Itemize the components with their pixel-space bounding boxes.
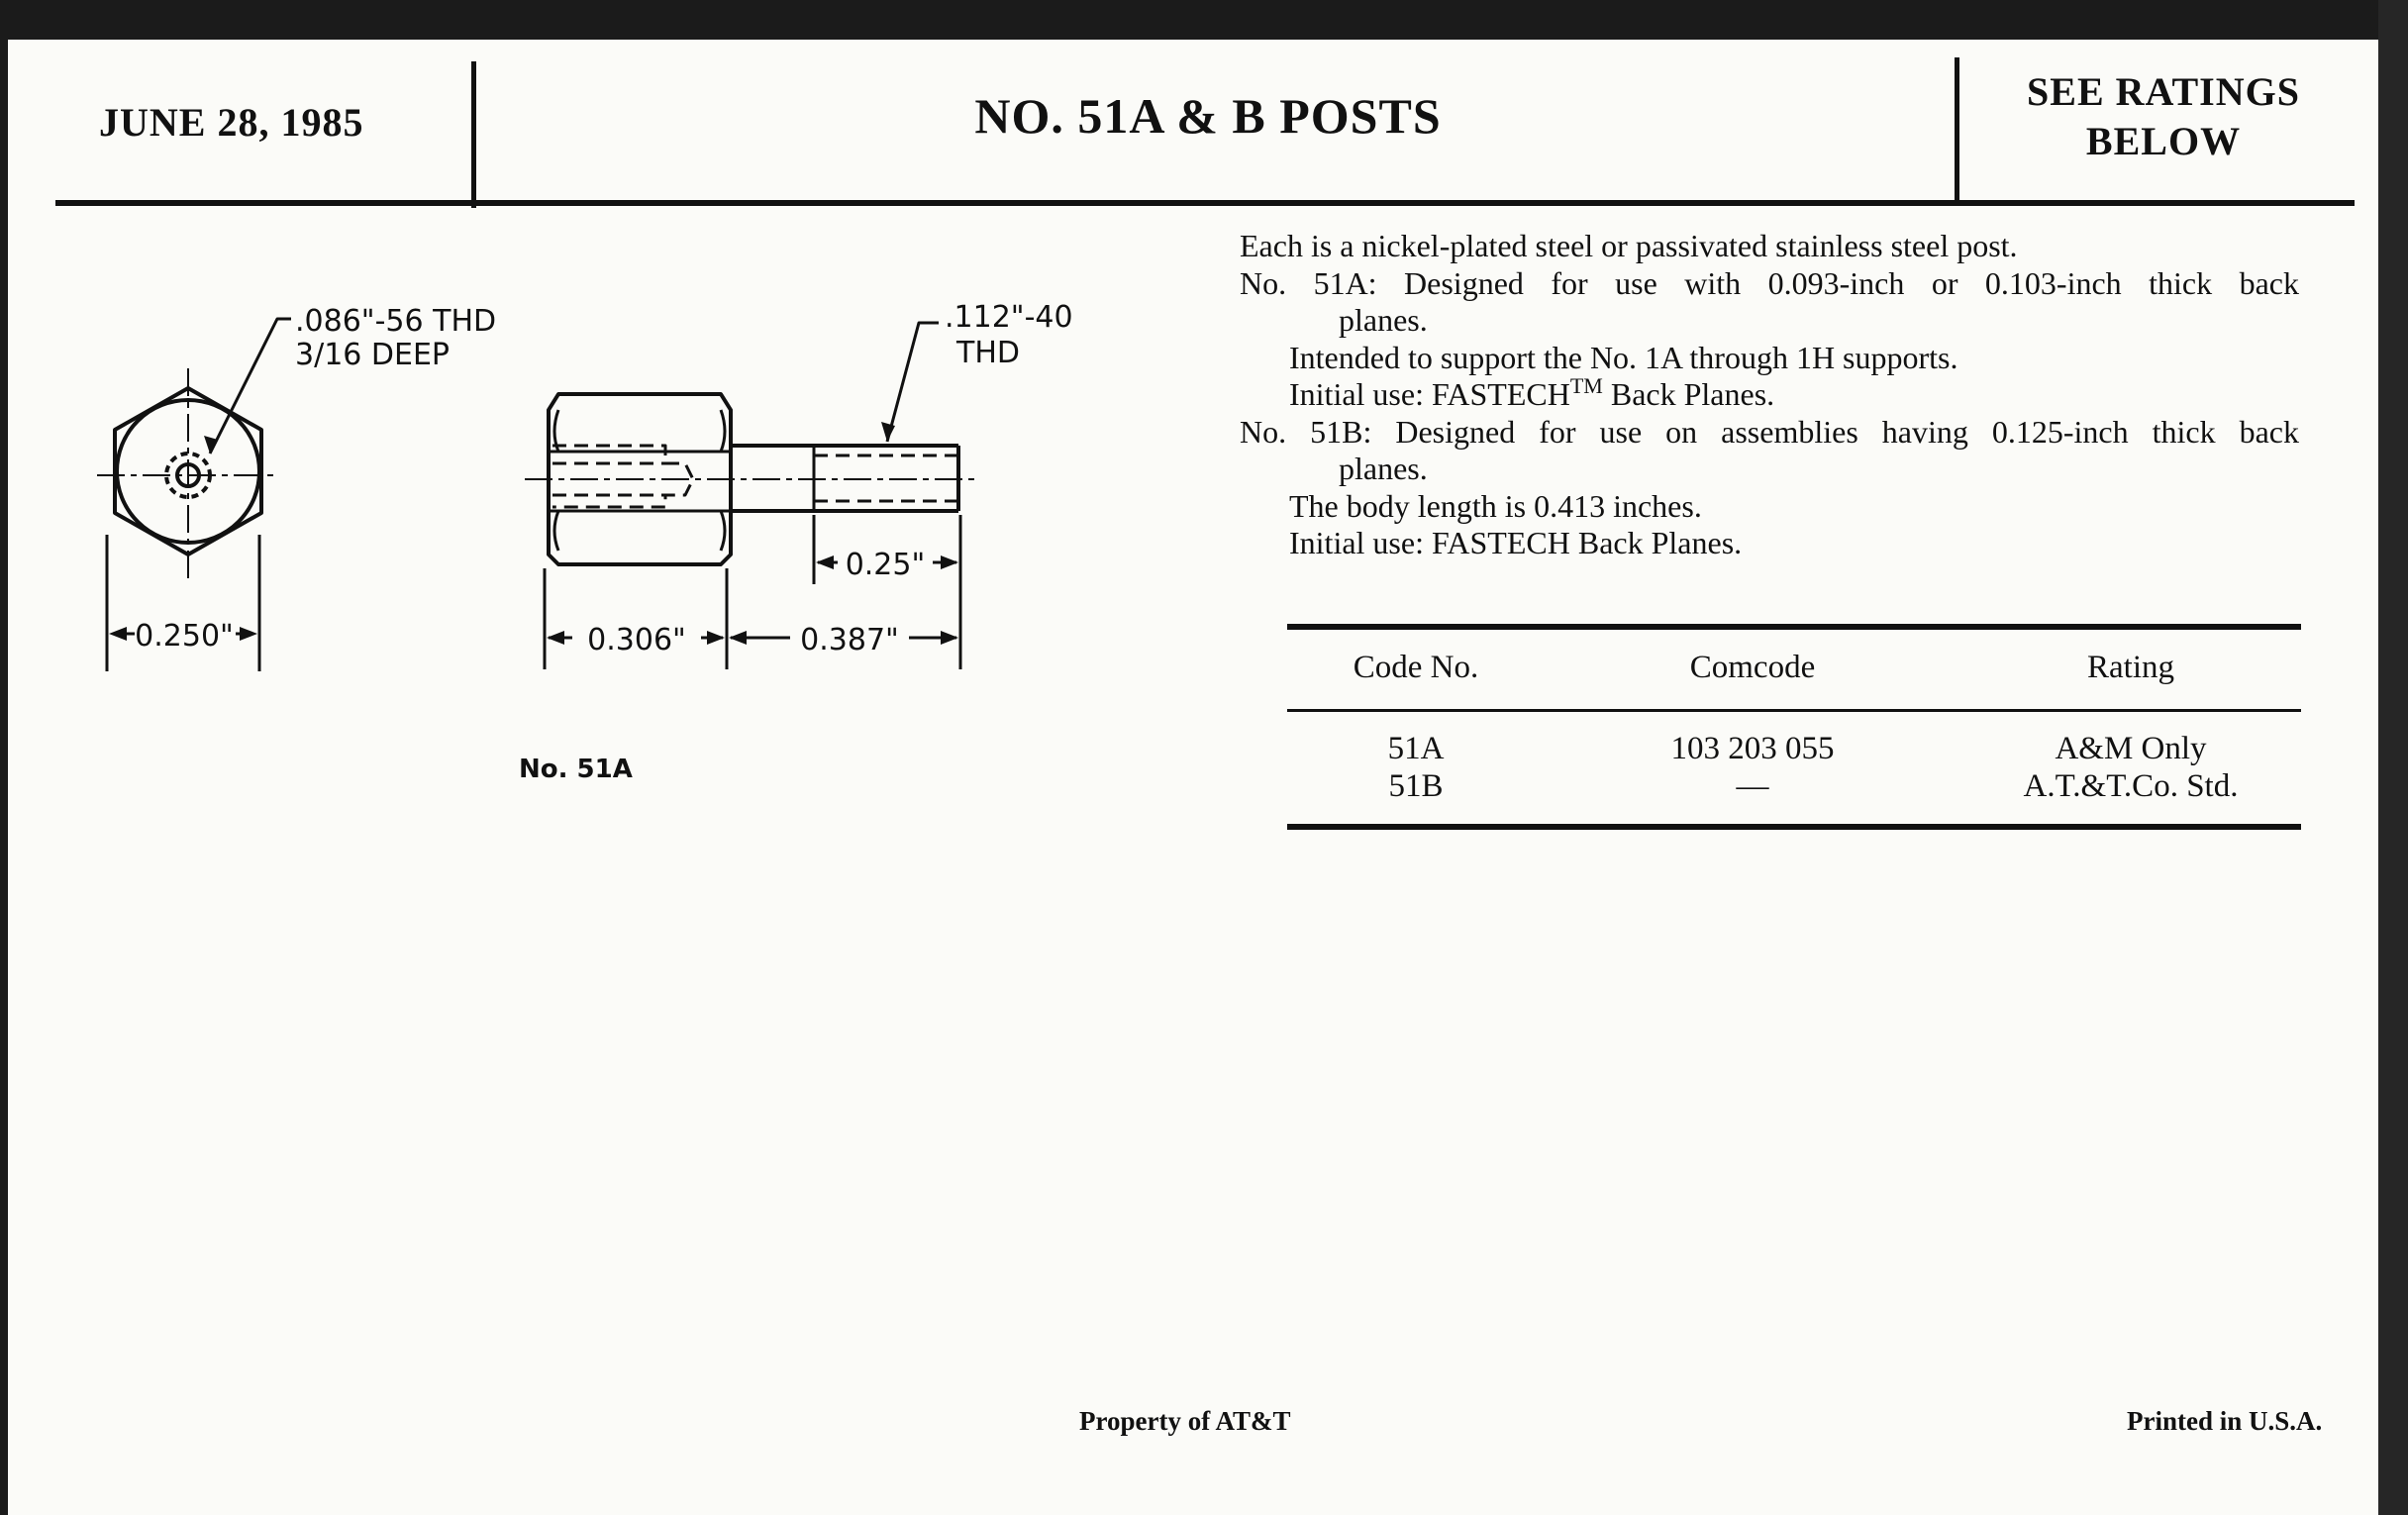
desc-51b-line: planes.	[1339, 451, 1428, 486]
internal-thread	[552, 446, 693, 507]
table-cell: A.T.&T.Co. Std.	[2023, 768, 2239, 804]
thread-callout-left: .086"-56 THD	[295, 304, 497, 339]
leader-line	[887, 323, 939, 442]
desc-51a-line: planes.	[1339, 302, 1428, 338]
dim-arrowhead	[547, 631, 564, 645]
thread-callout-left-depth: 3/16 DEEP	[295, 338, 451, 372]
dim-arrowhead	[240, 627, 257, 641]
dim-arrowhead	[109, 627, 127, 641]
desc-51b-line: The body length is 0.413 inches.	[1289, 487, 1702, 524]
desc-51b-line: No. 51B: Designed for use on assemblies having 0.125-inch thick back	[1240, 413, 2299, 450]
dim-arrowhead	[941, 556, 958, 569]
desc-51a-line: No. 51A: Designed for use with 0.093-inch or 0.103-inch thick back	[1240, 264, 2299, 301]
table-header: Code No.	[1353, 650, 1479, 685]
footer-printed: Printed in U.S.A.	[2127, 1406, 2323, 1436]
dim-label-thread: 0.25"	[845, 548, 926, 582]
dim-arrowhead	[729, 631, 747, 645]
thread-callout-right-thd: THD	[956, 336, 1020, 370]
dim-label-stud: 0.387"	[800, 623, 899, 657]
desc-51b-line: Initial use: FASTECH Back Planes.	[1289, 525, 1743, 560]
table-cell: 51A	[1387, 731, 1445, 766]
desc-51a-initial-use: Initial use: FASTECH™ Back Planes.	[1289, 373, 1775, 412]
footer-property: Property of AT&T	[1079, 1406, 1291, 1436]
drawing-caption: No. 51A	[519, 755, 633, 784]
thread-callout-right: .112"-40	[945, 300, 1073, 335]
desc-51a-line: Intended to support the No. 1A through 1H supports.	[1289, 339, 1958, 375]
table-cell: —	[1736, 768, 1769, 804]
ratings-line-2: BELOW	[2085, 119, 2242, 163]
table-header: Comcode	[1689, 650, 1816, 685]
table-cell: A&M Only	[2055, 731, 2207, 766]
dim-arrowhead	[707, 631, 725, 645]
ratings-line-1: SEE RATINGS	[2027, 69, 2300, 114]
trademark-sup: TM	[1569, 373, 1603, 398]
dim-label-hex: 0.250"	[135, 619, 234, 654]
page-title: NO. 51A & B POSTS	[974, 88, 1442, 144]
dim-arrowhead	[816, 556, 834, 569]
dim-arrowhead	[941, 631, 958, 645]
table-cell: 103 203 055	[1670, 731, 1835, 766]
dim-label-body: 0.306"	[587, 623, 686, 657]
issue-date: JUNE 28, 1985	[99, 100, 364, 145]
desc-line: Each is a nickel-plated steel or passivated stainless steel post.	[1240, 228, 2018, 263]
table-header: Rating	[2087, 650, 2174, 685]
table-cell: 51B	[1388, 768, 1444, 804]
